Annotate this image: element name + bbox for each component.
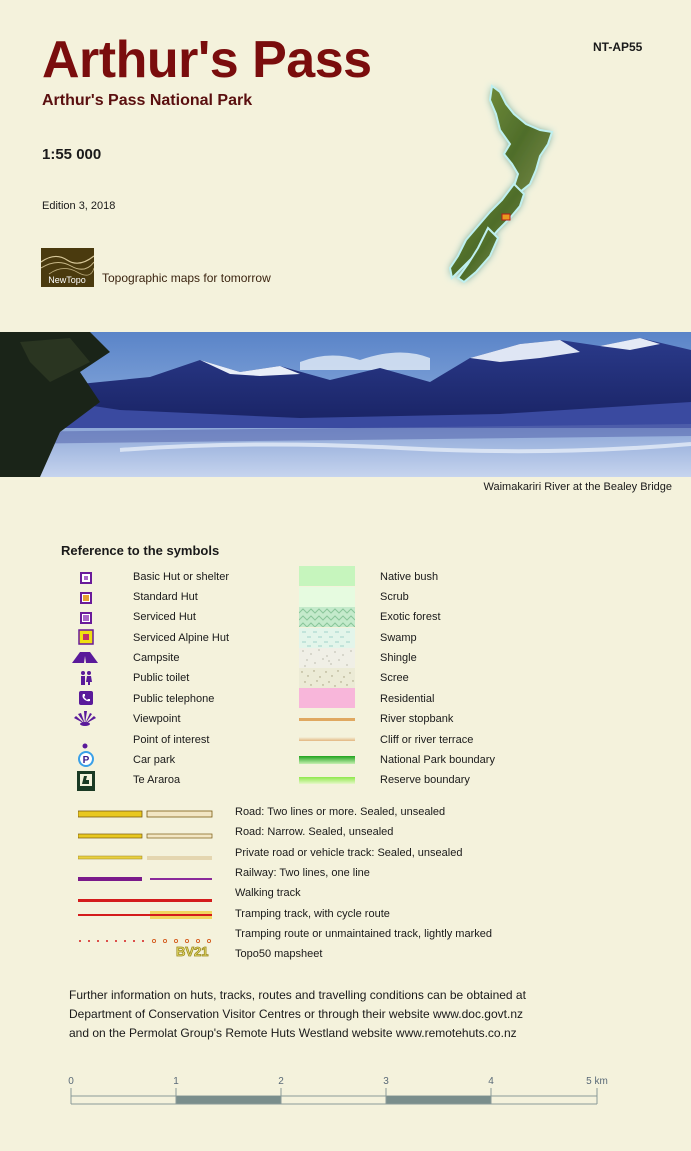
legend-label-railway: Railway: Two lines, one line bbox=[235, 867, 370, 879]
tagline: Topographic maps for tomorrow bbox=[102, 271, 271, 285]
scale-tick-5: 5 km bbox=[586, 1076, 608, 1087]
scale-tick-0: 0 bbox=[68, 1076, 74, 1087]
legend-label-car-park: Car park bbox=[133, 754, 176, 766]
campsite-icon bbox=[70, 650, 100, 669]
info-line-1: Further information on huts, tracks, routes and travelling conditions can be obtained at bbox=[69, 988, 526, 1002]
exotic-forest-swatch bbox=[299, 607, 355, 627]
scree-swatch bbox=[299, 668, 355, 688]
svg-text:P: P bbox=[82, 755, 90, 766]
legend-label-private-road: Private road or vehicle track: Sealed, unsealed bbox=[235, 847, 463, 859]
further-info bbox=[69, 986, 629, 1043]
private-road-symbol bbox=[78, 848, 214, 866]
legend-label-toilet: Public toilet bbox=[133, 672, 190, 684]
legend-label-point-of-interest: Point of interest bbox=[133, 734, 210, 746]
legend-label-residential: Residential bbox=[380, 693, 435, 705]
edition-text: Edition 3, 2018 bbox=[42, 200, 116, 212]
tramping-track-symbol bbox=[78, 907, 214, 925]
legend-label-viewpoint: Viewpoint bbox=[133, 713, 181, 725]
map-title: Arthur's Pass bbox=[42, 31, 372, 89]
legend-label-shingle: Shingle bbox=[380, 652, 417, 664]
legend-label-exotic-forest: Exotic forest bbox=[380, 611, 441, 623]
legend-label-tramping-route: Tramping route or unmaintained track, lightly marked bbox=[235, 928, 492, 940]
legend-label-tramping-track: Tramping track, with cycle route bbox=[235, 908, 390, 920]
legend-label-telephone: Public telephone bbox=[133, 693, 215, 705]
legend-label-cliff-terrace: Cliff or river terrace bbox=[380, 734, 474, 746]
legend-label-road-two-lane: Road: Two lines or more. Sealed, unsealed bbox=[235, 806, 446, 818]
legend-label-national-park-boundary: National Park boundary bbox=[380, 754, 495, 766]
national-park-boundary-line bbox=[299, 756, 355, 764]
legend-label-reserve-boundary: Reserve boundary bbox=[380, 774, 470, 786]
legend-label-standard-hut: Standard Hut bbox=[133, 591, 198, 603]
scrub-swatch bbox=[299, 587, 355, 607]
topo50-sample: BV21 bbox=[176, 944, 209, 959]
legend-label-road-narrow: Road: Narrow. Sealed, unsealed bbox=[235, 826, 394, 838]
photo-caption: Waimakariri River at the Bealey Bridge bbox=[483, 481, 672, 493]
map-scale: 1:55 000 bbox=[42, 146, 102, 163]
location-marker bbox=[502, 214, 510, 220]
swamp-swatch bbox=[299, 628, 355, 648]
map-code: NT-AP55 bbox=[593, 40, 643, 54]
te-araroa-icon bbox=[76, 770, 96, 797]
legend-label-swamp: Swamp bbox=[380, 632, 417, 644]
map-subtitle: Arthur's Pass National Park bbox=[42, 92, 253, 109]
scale-tick-4: 4 bbox=[488, 1076, 494, 1087]
shingle-swatch bbox=[299, 648, 355, 668]
viewpoint-icon bbox=[70, 710, 100, 731]
standard-hut-icon bbox=[80, 591, 92, 609]
new-zealand-location-map bbox=[440, 78, 590, 298]
legend-label-scree: Scree bbox=[380, 672, 409, 684]
scale-tick-2: 2 bbox=[278, 1076, 284, 1087]
legend-heading: Reference to the symbols bbox=[61, 543, 220, 558]
scale-tick-3: 3 bbox=[383, 1076, 389, 1087]
legend-label-native-bush: Native bush bbox=[380, 571, 439, 583]
telephone-icon bbox=[78, 690, 94, 711]
railway-symbol bbox=[78, 869, 214, 887]
road-narrow-symbol bbox=[78, 827, 214, 845]
reserve-boundary-line bbox=[299, 777, 355, 784]
residential-swatch bbox=[299, 688, 355, 708]
walking-track-symbol bbox=[78, 890, 214, 908]
toilet-icon bbox=[78, 670, 94, 691]
info-line-2: Department of Conservation Visitor Centres or through their website www.doc.govt.nz bbox=[69, 1007, 523, 1021]
newtopo-logo bbox=[41, 248, 94, 287]
legend-label-campsite: Campsite bbox=[133, 652, 180, 664]
alpine-hut-icon bbox=[78, 629, 94, 650]
landscape-photo bbox=[0, 332, 691, 477]
road-two-lane-symbol bbox=[78, 806, 214, 824]
legend-label-basic-hut: Basic Hut or shelter bbox=[133, 571, 229, 583]
scale-tick-1: 1 bbox=[173, 1076, 179, 1087]
logo-text: NewTopo bbox=[48, 275, 86, 285]
legend-label-topo50: Topo50 mapsheet bbox=[235, 948, 323, 960]
basic-hut-icon bbox=[80, 571, 92, 589]
legend-label-alpine-hut: Serviced Alpine Hut bbox=[133, 632, 229, 644]
legend-label-te-araroa: Te Araroa bbox=[133, 774, 181, 786]
cliff-terrace-line bbox=[299, 737, 355, 741]
info-line-3: and on the Permolat Group's Remote Huts Westland website www.remotehuts.co.nz bbox=[69, 1026, 517, 1040]
native-bush-swatch bbox=[299, 566, 355, 586]
legend-label-scrub: Scrub bbox=[380, 591, 409, 603]
river-stopbank-line bbox=[299, 718, 355, 721]
legend-label-walking-track: Walking track bbox=[235, 887, 301, 899]
legend-label-serviced-hut: Serviced Hut bbox=[133, 611, 196, 623]
scale-bar bbox=[60, 1072, 620, 1112]
legend-label-river-stopbank: River stopbank bbox=[380, 713, 454, 725]
serviced-hut-icon bbox=[80, 611, 92, 629]
